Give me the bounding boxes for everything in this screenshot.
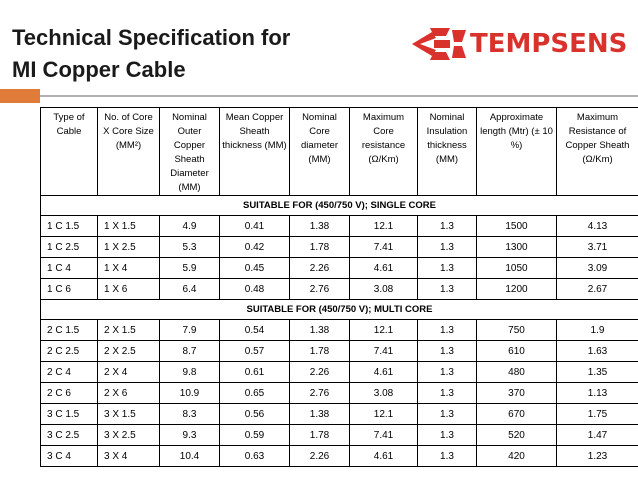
column-header-core-resistance: Maximum Core resistance (Ω/Km) bbox=[350, 108, 418, 196]
table-cell: 0.57 bbox=[220, 341, 290, 362]
table-cell: 0.63 bbox=[220, 446, 290, 467]
table-cell: 5.9 bbox=[160, 258, 220, 279]
table-cell: 9.8 bbox=[160, 362, 220, 383]
table-cell: 1.3 bbox=[418, 216, 477, 237]
table-cell: 0.41 bbox=[220, 216, 290, 237]
table-cell: 610 bbox=[477, 341, 557, 362]
column-header-type: Type of Cable bbox=[41, 108, 98, 196]
table-cell: 1.38 bbox=[290, 216, 350, 237]
table-cell: 1.9 bbox=[557, 320, 638, 341]
tempsens-logo-mark-icon bbox=[410, 24, 468, 64]
specification-table bbox=[40, 107, 638, 467]
table-cell: 1.3 bbox=[418, 320, 477, 341]
table-cell: 8.3 bbox=[160, 404, 220, 425]
table-cell: 2 C 4 bbox=[41, 362, 98, 383]
table-cell: 3 C 1.5 bbox=[41, 404, 98, 425]
table-cell: 1 X 1.5 bbox=[98, 216, 160, 237]
table-cell: 1.75 bbox=[557, 404, 638, 425]
table-cell: 0.56 bbox=[220, 404, 290, 425]
column-header-core-diameter: Nominal Core diameter (MM) bbox=[290, 108, 350, 196]
section-heading: SUITABLE FOR (450/750 V); SINGLE CORE bbox=[41, 196, 638, 216]
header-divider bbox=[40, 95, 638, 97]
table-cell: 10.4 bbox=[160, 446, 220, 467]
table-cell: 2.67 bbox=[557, 279, 638, 300]
table-cell: 1.78 bbox=[290, 341, 350, 362]
table-row bbox=[41, 320, 638, 341]
table-cell: 2.26 bbox=[290, 362, 350, 383]
table-cell: 1050 bbox=[477, 258, 557, 279]
table-cell: 9.3 bbox=[160, 425, 220, 446]
table-cell: 1.3 bbox=[418, 446, 477, 467]
table-row bbox=[41, 404, 638, 425]
table-row bbox=[41, 216, 638, 237]
table-row bbox=[41, 383, 638, 404]
table-cell: 3.71 bbox=[557, 237, 638, 258]
table-cell: 480 bbox=[477, 362, 557, 383]
table-cell: 2.76 bbox=[290, 383, 350, 404]
table-cell: 2 C 1.5 bbox=[41, 320, 98, 341]
table-row bbox=[41, 446, 638, 467]
tempsens-logo bbox=[410, 24, 638, 64]
table-cell: 1.3 bbox=[418, 341, 477, 362]
table-cell: 2.76 bbox=[290, 279, 350, 300]
column-header-sheath-resistance: Maximum Resistance of Copper Sheath (Ω/Km) bbox=[557, 108, 638, 196]
column-header-core-size: No. of Core X Core Size (MM²) bbox=[98, 108, 160, 196]
section-row bbox=[41, 196, 638, 216]
table-cell: 1.23 bbox=[557, 446, 638, 467]
page-title-line-1: Technical Specification for bbox=[12, 25, 291, 50]
table-cell: 3.08 bbox=[350, 279, 418, 300]
table-cell: 2 X 6 bbox=[98, 383, 160, 404]
table-cell: 1 X 6 bbox=[98, 279, 160, 300]
accent-bar bbox=[0, 89, 40, 103]
table-cell: 1 C 1.5 bbox=[41, 216, 98, 237]
table-row bbox=[41, 279, 638, 300]
table-cell: 1.47 bbox=[557, 425, 638, 446]
table-row bbox=[41, 258, 638, 279]
table-cell: 7.41 bbox=[350, 237, 418, 258]
table-cell: 1.3 bbox=[418, 362, 477, 383]
table-cell: 4.61 bbox=[350, 258, 418, 279]
section-row bbox=[41, 300, 638, 320]
table-cell: 1 C 2.5 bbox=[41, 237, 98, 258]
table-cell: 0.45 bbox=[220, 258, 290, 279]
table-cell: 2 X 2.5 bbox=[98, 341, 160, 362]
table-cell: 3 X 1.5 bbox=[98, 404, 160, 425]
table-cell: 520 bbox=[477, 425, 557, 446]
table-cell: 420 bbox=[477, 446, 557, 467]
table-cell: 1.3 bbox=[418, 258, 477, 279]
column-header-outer-diameter: Nominal Outer Copper Sheath Diameter (MM) bbox=[160, 108, 220, 196]
table-cell: 0.48 bbox=[220, 279, 290, 300]
table-cell: 0.54 bbox=[220, 320, 290, 341]
table-cell: 1.13 bbox=[557, 383, 638, 404]
table-cell: 1.3 bbox=[418, 404, 477, 425]
table-cell: 1.38 bbox=[290, 320, 350, 341]
table-cell: 3 X 2.5 bbox=[98, 425, 160, 446]
tempsens-logo-text: TEMPSENS bbox=[470, 29, 628, 59]
table-cell: 2 C 2.5 bbox=[41, 341, 98, 362]
table-cell: 1500 bbox=[477, 216, 557, 237]
table-cell: 1.38 bbox=[290, 404, 350, 425]
table-cell: 7.41 bbox=[350, 425, 418, 446]
table-cell: 1 C 6 bbox=[41, 279, 98, 300]
table-cell: 0.65 bbox=[220, 383, 290, 404]
table-row bbox=[41, 362, 638, 383]
table-cell: 370 bbox=[477, 383, 557, 404]
column-header-sheath-thickness: Mean Copper Sheath thickness (MM) bbox=[220, 108, 290, 196]
section-heading: SUITABLE FOR (450/750 V); MULTI CORE bbox=[41, 300, 638, 320]
page-title-line-2: MI Copper Cable bbox=[12, 57, 186, 82]
table-cell: 4.61 bbox=[350, 362, 418, 383]
table-cell: 2 X 1.5 bbox=[98, 320, 160, 341]
table-cell: 10.9 bbox=[160, 383, 220, 404]
table-cell: 12.1 bbox=[350, 216, 418, 237]
table-cell: 3 X 4 bbox=[98, 446, 160, 467]
table-cell: 6.4 bbox=[160, 279, 220, 300]
table-cell: 1.3 bbox=[418, 383, 477, 404]
table-cell: 4.9 bbox=[160, 216, 220, 237]
table-cell: 3.09 bbox=[557, 258, 638, 279]
table-cell: 4.13 bbox=[557, 216, 638, 237]
column-header-length: Approximate length (Mtr) (± 10 %) bbox=[477, 108, 557, 196]
table-cell: 1200 bbox=[477, 279, 557, 300]
table-cell: 1.3 bbox=[418, 279, 477, 300]
table-cell: 1 C 4 bbox=[41, 258, 98, 279]
table-cell: 1.78 bbox=[290, 237, 350, 258]
table-cell: 2.26 bbox=[290, 446, 350, 467]
table-cell: 3 C 2.5 bbox=[41, 425, 98, 446]
table-cell: 0.59 bbox=[220, 425, 290, 446]
table-cell: 1.78 bbox=[290, 425, 350, 446]
table-cell: 670 bbox=[477, 404, 557, 425]
table-cell: 2 X 4 bbox=[98, 362, 160, 383]
table-cell: 3.08 bbox=[350, 383, 418, 404]
table-cell: 8.7 bbox=[160, 341, 220, 362]
table-cell: 4.61 bbox=[350, 446, 418, 467]
table-row bbox=[41, 341, 638, 362]
table-cell: 1300 bbox=[477, 237, 557, 258]
table-cell: 7.41 bbox=[350, 341, 418, 362]
column-header-insulation-thickness: Nominal Insulation thickness (MM) bbox=[418, 108, 477, 196]
table-cell: 0.42 bbox=[220, 237, 290, 258]
table-cell: 5.3 bbox=[160, 237, 220, 258]
table-cell: 7.9 bbox=[160, 320, 220, 341]
table-cell: 1 X 2.5 bbox=[98, 237, 160, 258]
table-row bbox=[41, 237, 638, 258]
table-cell: 1 X 4 bbox=[98, 258, 160, 279]
table-row bbox=[41, 425, 638, 446]
table-cell: 12.1 bbox=[350, 404, 418, 425]
table-cell: 3 C 4 bbox=[41, 446, 98, 467]
table-cell: 2 C 6 bbox=[41, 383, 98, 404]
table-cell: 0.61 bbox=[220, 362, 290, 383]
table-cell: 2.26 bbox=[290, 258, 350, 279]
table-cell: 1.3 bbox=[418, 425, 477, 446]
table-header-row bbox=[41, 108, 638, 196]
page-title bbox=[12, 22, 290, 86]
table-cell: 750 bbox=[477, 320, 557, 341]
table-cell: 1.3 bbox=[418, 237, 477, 258]
table-cell: 1.35 bbox=[557, 362, 638, 383]
table-cell: 1.63 bbox=[557, 341, 638, 362]
table-cell: 12.1 bbox=[350, 320, 418, 341]
